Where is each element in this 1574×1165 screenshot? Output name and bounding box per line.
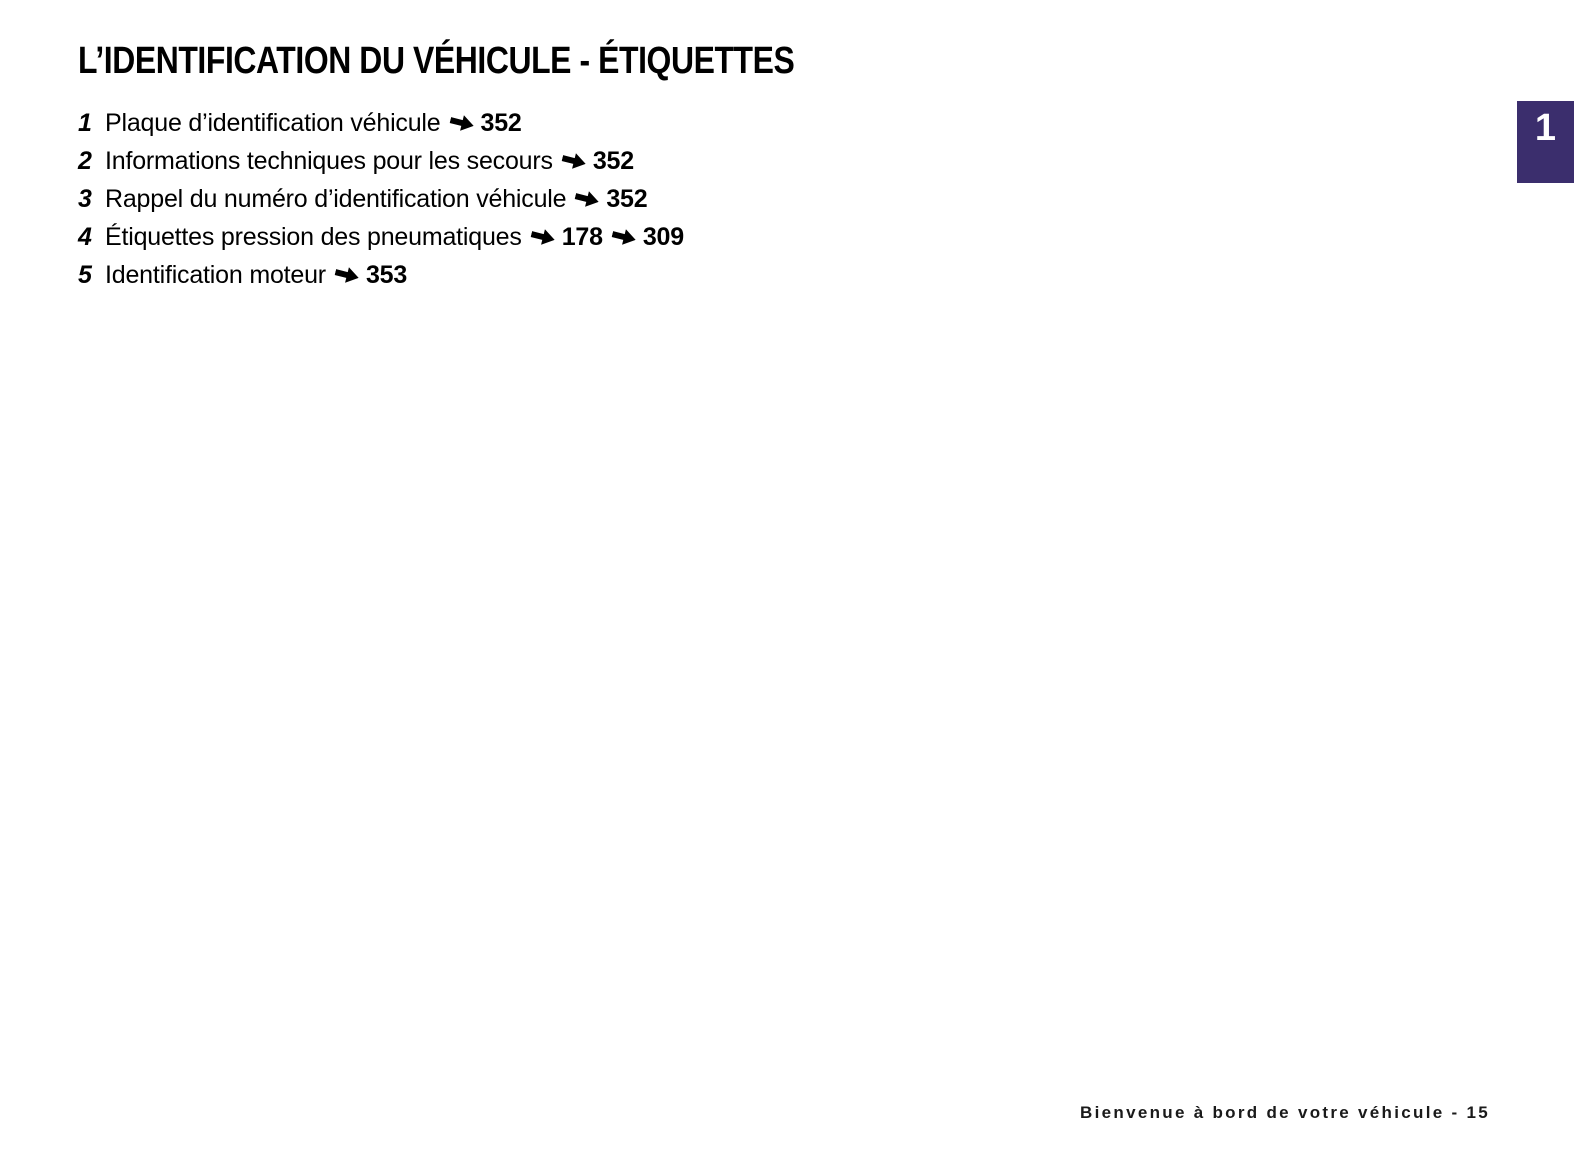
page-ref-number: 178 — [561, 223, 603, 251]
page-ref-number: 309 — [642, 223, 684, 251]
identification-items-list — [78, 104, 684, 294]
page-reference-link[interactable] — [450, 104, 522, 142]
item-label: Informations techniques pour les secours — [105, 147, 553, 175]
item-number: 4 — [78, 223, 92, 251]
item-label: Étiquettes pression des pneumatiques — [105, 223, 522, 251]
page-reference-link[interactable] — [612, 218, 684, 256]
item-number: 3 — [78, 185, 92, 213]
page-ref-number: 353 — [365, 261, 408, 289]
list-item — [78, 218, 684, 256]
page-reference-link[interactable] — [531, 218, 603, 256]
item-number: 5 — [78, 261, 92, 289]
section-tab-1[interactable]: 1 — [1517, 101, 1574, 183]
page-ref-arrow-icon — [560, 148, 588, 173]
list-item — [78, 104, 684, 142]
footer-text: Bienvenue à bord de votre véhicule - 15 — [1080, 1103, 1490, 1122]
item-label: Identification moteur — [105, 261, 326, 289]
page-reference-link[interactable] — [575, 180, 647, 218]
page-reference-link[interactable] — [562, 142, 634, 180]
page-ref-number: 352 — [606, 185, 648, 213]
page-ref-arrow-icon — [529, 224, 557, 249]
page-ref-arrow-icon — [333, 262, 361, 287]
page-title: L’IDENTIFICATION DU VÉHICULE - ÉTIQUETTES — [78, 40, 795, 82]
page-ref-arrow-icon — [573, 186, 601, 211]
page-ref-arrow-icon — [447, 110, 475, 135]
item-number: 1 — [78, 109, 92, 137]
item-label: Rappel du numéro d’identification véhicule — [105, 185, 567, 213]
list-item — [78, 256, 684, 294]
page-ref-arrow-icon — [610, 224, 638, 249]
list-item — [78, 142, 684, 180]
item-number: 2 — [78, 147, 92, 175]
page-reference-link[interactable] — [335, 256, 407, 294]
page-ref-number: 352 — [480, 109, 522, 137]
page-ref-number: 352 — [592, 147, 634, 175]
item-label: Plaque d’identification véhicule — [105, 109, 441, 137]
list-item — [78, 180, 684, 218]
